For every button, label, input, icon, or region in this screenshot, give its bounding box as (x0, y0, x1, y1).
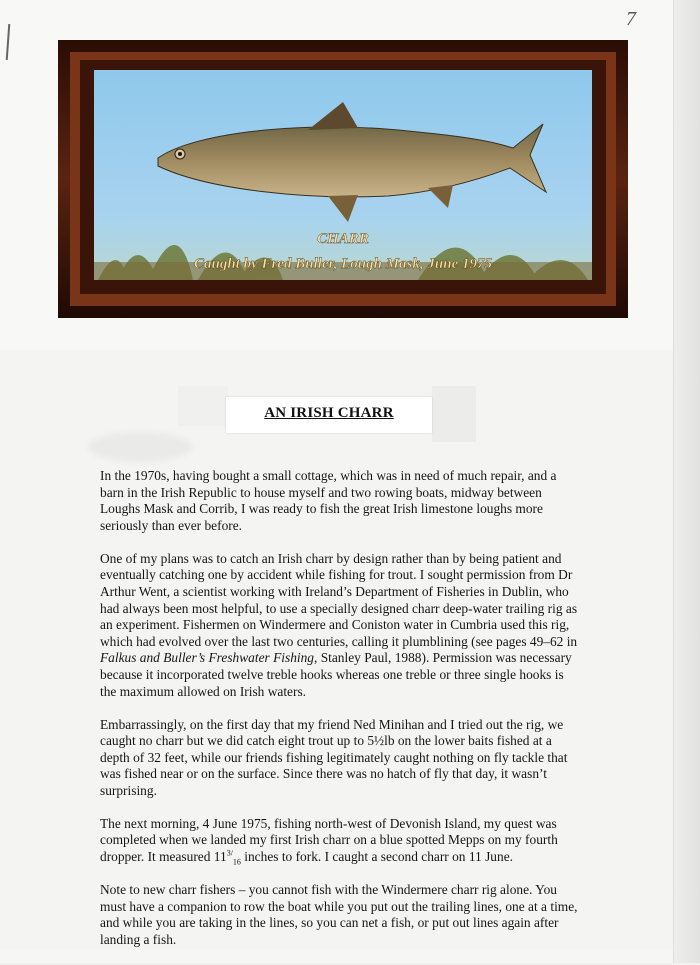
paragraph: The next morning, 4 June 1975, fishing north-west of Devonish Island, my quest was completed when we landed my first Irish charr on a blue spotted Mepps on my fourth dropper. It measured $11^{3/}_{16}$ inches to fork. I caught a second charr on 11 June. (100, 815, 558, 867)
tape-piece (178, 386, 228, 426)
paragraph: Embarrassingly, on the first day that my friend Ned Minihan and I tried out the rig, we caught no charr but we did catch eight trout up to 5½lb on the lower baits fished at a depth of 32 feet, while our friends fishing legitimately caught nothing on fly tackle that was fished near or on the surface. Since there was no hatch of fly that day, it wasn’t surprising. (100, 716, 568, 798)
article-body (100, 468, 578, 965)
paragraph: In the 1970s, having bought a small cottage, which was in need of much repair, and a barn in the Irish Republic to house myself and two rowing boats, midway between Loughs Mask and Corrib, I was ready to fish the great Irish limestone loughs more seriously than ever before. (100, 468, 557, 533)
plaque-title: CHARR (317, 231, 369, 247)
book-title: Falkus and Buller’s Freshwater Fishing (100, 650, 314, 666)
page-number: 7 (626, 8, 636, 30)
mounted-fish-photo (58, 40, 628, 318)
paragraph: One of my plans was to catch an Irish charr by design rather than by being patient and eventually catching one by accident while fishing for trout. I sought permission from Dr Arthur Went, a scientist working with Ireland’s Department of Fisheries in Dublin, who had always been most helpful, to use a specially designed charr deep-water trailing rig as an experiment. Fishermen on Windermere and Coniston water in Cumbria used this rig, which had evolved over the last two centuries, calling it plumblining (see pages 49–62 in Falkus and Buller’s Freshwater Fishing, Stanley Paul, 1988). Permission was necessary because it incorporated twelve treble hooks whereas one treble or three single hooks is the maximum allowed on Irish waters. (100, 550, 578, 699)
paragraph: Note to new charr fishers – you cannot fish with the Windermere charr rig alone. You must have a companion to row the boat while you put out the trailing lines, one at a time, and while you are taking in the lines, so you can net a fish, or put out lines again after landing a fish. (100, 882, 578, 947)
page-edge (673, 0, 700, 963)
article-title: AN IRISH CHARR (264, 405, 394, 421)
tape-piece (432, 386, 476, 442)
paper-smudge (88, 432, 192, 462)
plaque-caption: Caught by Fred Buller, Lough Mask, June 1975 (194, 256, 492, 272)
